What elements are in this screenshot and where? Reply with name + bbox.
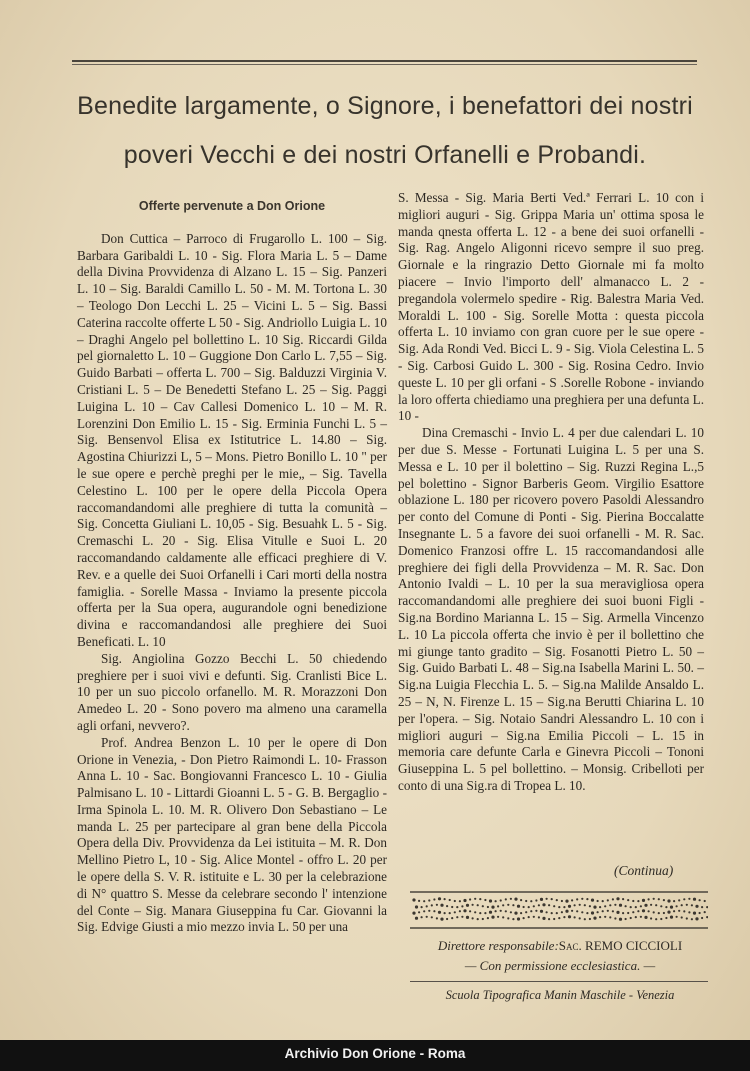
director-line [410, 938, 710, 954]
continua-label: (Continua) [614, 863, 674, 878]
printer-line: Scuola Tipografica Manin Maschile - Venezia [445, 988, 675, 1002]
director-label: Direttore responsabile: [437, 938, 559, 953]
right-paragraph-2: Dina Cremaschi - Invio L. 4 per due calendari L. 10 per due S. Messe - Fortunati Luigina L. 5 per una S. Messa e L. 10 per il bolettino – Sig. Ruzzi Regina L.,5 pel bolettino - Signor Barberis Geom. Virgilio Esattore oblazione L. 180 per ricovero povero Pasoldi Alessandro per conto del Comune di Ponti - Sig. Pierina Boccalatte Insegnante L. 5 a favore dei suoi orfanelli - M. R. Sac. Domenico Franzosi offre L. 15 raccomandandosi alle preghiere dei figli della Provvidenza – M. R. Sac. Don Antonio Ivaldi – L. 10 per la sua meravigliosa opera raccomandandomi alle preghiere dei suoi buoni Figli - Sig.na Bordino Marianna L. 15 – Sig. Armella Vincenzo L. 10 La piccola offerta che invio è per il bollettino che mi giunge tanto gradito – Sig. Fosanotti Pietro L. 50 – Sig. Guido Barbati L. 48 – Sig.na Isabella Marini L. 50. – Sig.na Luigia Flecchia L. 5. – Sig.na Malilde Ansaldo L. 25 – N, N. Firenze L. 15 – Sig.na Berutti Chiarina L. 10 per l'opera. – Sig. Notaio Sandri Alessandro L. 10 con i migliori auguri – Sig.na Emilia Piccoli – L. 15 in memoria care defunte Carla e Ginevra Piccoli – Tononi Giuseppina L. 5 pel bollettino. – Monsig. Cribelloti per conto di una Sig.ra di Tropea L. 10. [398, 425, 704, 793]
headline [60, 82, 710, 180]
headline-line-2: poveri Vecchi e dei nostri Orfanelli e Probandi. [123, 141, 647, 169]
top-rule-thin [72, 64, 697, 65]
archive-label: Archivio Don Orione - Roma [284, 1046, 466, 1061]
left-column [77, 198, 387, 936]
left-paragraph-2: Sig. Angiolina Gozzo Becchi L. 50 chiedendo preghiere per i suoi vivi e defunti. Sig. Cranlisti Bice L. 10 per un suo piccolo orfanello. M. R. Morazzoni Don Amedeo L. 20 - Sono povero ma almeno una caramella agli orfani, nevvero?. [77, 650, 387, 733]
permission-line: — Con permissione ecclesiastica. — [464, 958, 656, 973]
footer-separator [410, 981, 708, 982]
top-rule [72, 60, 697, 62]
headline-line-1: Benedite largamente, o Signore, i benefattori dei nostri [77, 92, 693, 120]
right-paragraph-1: S. Messa - Sig. Maria Berti Ved.ª Ferrari L. 10 con i migliori auguri - Sig. Grippa Maria un' ottima sposa le manda qnesta offerta L. 12 - a bene dei suoi orfanelli - Sig. Rag. Angelo Aligonni ricevo sempre il suo preg. Giornale e la ringrazio Detto Giornale mi fa molto piacere – Invio l'importo dell' almanacco L. 2 - pregandola volermelo spedire - Rig. Balestra Maria Ved. Moraldi L. 100 - Sig. Sorelle Motta : questa piccola offerta L. 10 inviamo con gran cuore per le sue opere - Sig. Ada Rondi Ved. Bicci L. 9 - Sig. Viola Celestina L. 5 - Sig. Carbosi Guido L. 300 - Sig. Rosina Cedro. Invio queste L. 10 per gli orfani - S .Sorelle Robone - inviando la loro offerta chiediamo una preghiera per una defunta L. 10 - [398, 190, 704, 424]
section-title: Offerte pervenute a Don Orione [138, 199, 326, 213]
director-name: Sac. REMO CICCIOLI [558, 938, 683, 953]
right-column [398, 190, 704, 795]
left-paragraph-1: Don Cuttica – Parroco di Frugarollo L. 100 – Sig. Barbara Garibaldi L. 10 - Sig. Flora Maria L. 5 – Dame della Divina Provvidenza di Alzano L. 15 – Sig. Panzeri L. 10 – Sig. Baraldi Camillo L. 50 - M. M. Tortona L. 30 – Teologo Don Lecchi L. 25 – Vicini L. 5 – Sig. Bassi Caterina raccolte offerte L 50 - Sig. Andriollo Luigia L. 10 – Draghi Angelo pel bollettino L. 10 Sig. Riccardi Gilda pel giornaletto L. 10 – Guggione Don Carlo L. 7,55 – Sig. Guido Barbati – offerta L. 700 – Sig. Balduzzi Virginia V. Cristiani L. 5 – De Benedetti Stefano L. 25 – Sig. Paggi Luigina L. 10 – Cav Callesi Domenico L. 10 – M. R. Lorenzini Don Emilio L. 15 - Sig. Erminia Funchi L. 5 – Sig. Bensenvol Elisa ex Istitutrice L. 14.80 – Sig. Agostina Chiurizzi L, 5 – Mons. Pietro Bonillo L. 10 " per le sue opere e perchè preghi per le mie„ – Sig. Tavella Celestino L. 100 per le opere della Piccola Opera raccomandandomi alle preghiere di tutta la comunità – Sig. Concetta Giuliani L. 10,05 - Sig. Besuahk L. 5 - Sig. Cremaschi L. 20 - Sig. Elisa Vitulle e Suoi L. 20 raccomandando caldamente alle efficaci preghiere di V. Rev. e a quelle dei Suoi Orfanelli i Cari morti della nostra famiglia. - Sorelle Massa - Inviamo la presente piccola offerta per la Sua opera, augurandole ogni benedizione divina e raccomandandosi alle preghiere dei Suoi Beneficati. L. 10 [77, 230, 387, 649]
left-paragraph-3: Prof. Andrea Benzon L. 10 per le opere di Don Orione in Venezia, - Don Pietro Raimondi L. 10- Frasson Anna L. 10 - Sac. Bongiovanni Francesco L. 10 - Giulia Palmisano L. 10 - Littardi Gioanni L. 5 - G. B. Bergaglio - Irma Spinola L. 10. M. R. Olivero Don Sebastiano – Le manda L. 25 per partecipare al gran bene della Piccola Opera della Div. Provvidenza da Lei istituita – M. R. Don Mellino Pietro L, 10 - Sig. Alice Montel - offro L. 20 per le opere della S. V. R. istituite e L. 30 per la celebrazione di N° quattro S. Messe da celebrare secondo l' intenzione del Conte – Sig. Manara Giuseppina fu Car. Giovanni la Sig. Edvige Giusti a mio mezzo invia L. 50 per una [77, 734, 387, 935]
decorative-ornament-band [410, 890, 708, 930]
